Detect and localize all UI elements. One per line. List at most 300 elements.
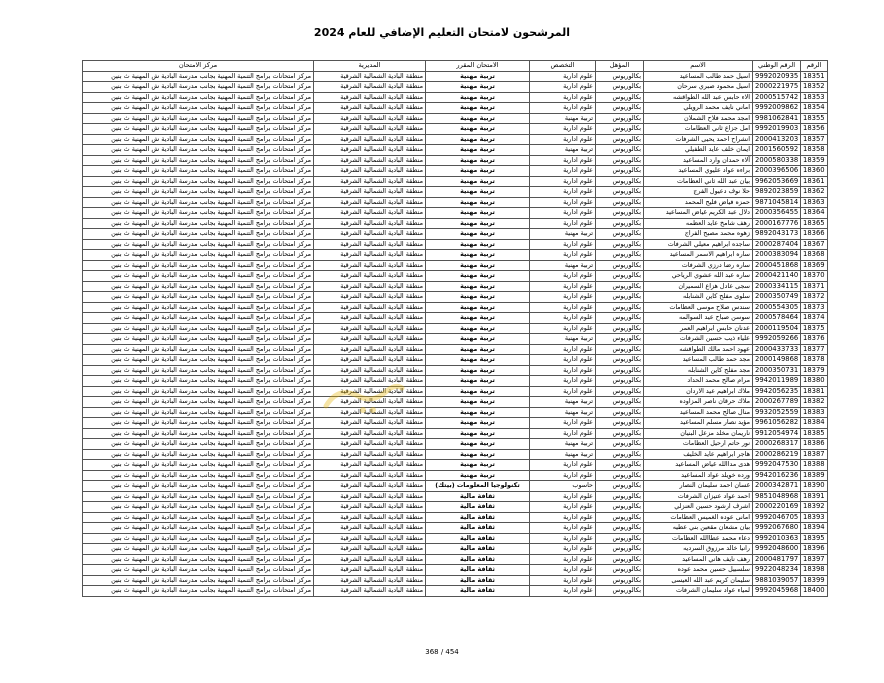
cell-num: 18362	[801, 187, 828, 198]
table-row	[83, 208, 828, 219]
cell-name: مرام صالح محمد الحداد	[644, 376, 753, 387]
cell-name: زهوه محمد مصبح الفراج	[644, 229, 753, 240]
cell-exam: تربية مهنية	[426, 103, 530, 114]
cell-national-id: 9992010363	[753, 533, 801, 544]
cell-exam-center: مركز امتحانات برامج التنمية المهنية بجانب مدرسة البادية ش المهنية ث بنين	[83, 187, 314, 198]
cell-qualification: بكالوريوس	[596, 386, 644, 397]
cell-directorate: منطقة البادية الشمالية الشرقية	[314, 470, 426, 481]
cell-qualification: بكالوريوس	[596, 407, 644, 418]
cell-specialization: علوم ادارية	[530, 71, 596, 82]
cell-qualification: بكالوريوس	[596, 208, 644, 219]
cell-exam-center: مركز امتحانات برامج التنمية المهنية بجانب مدرسة البادية ش المهنية ث بنين	[83, 281, 314, 292]
cell-national-id: 2000268317	[753, 439, 801, 450]
cell-specialization: علوم ادارية	[530, 92, 596, 103]
cell-directorate: منطقة البادية الشمالية الشرقية	[314, 313, 426, 324]
table-row	[83, 428, 828, 439]
cell-specialization: تربية مهنية	[530, 260, 596, 271]
cell-qualification: بكالوريوس	[596, 187, 644, 198]
cell-name: ساجده ابراهيم معيلي الشرفات	[644, 239, 753, 250]
cell-qualification: بكالوريوس	[596, 292, 644, 303]
cell-specialization: تربية مهنية	[530, 113, 596, 124]
cell-num: 18384	[801, 418, 828, 429]
cell-num: 18351	[801, 71, 828, 82]
cell-name: مجد مفلح كاين الشنابله	[644, 365, 753, 376]
cell-directorate: منطقة البادية الشمالية الشرقية	[314, 176, 426, 187]
cell-num: 18374	[801, 313, 828, 324]
cell-exam-center: مركز امتحانات برامج التنمية المهنية بجانب مدرسة البادية ش المهنية ث بنين	[83, 355, 314, 366]
cell-exam-center: مركز امتحانات برامج التنمية المهنية بجانب مدرسة البادية ش المهنية ث بنين	[83, 397, 314, 408]
cell-name: اماني نايف محمد الرويلي	[644, 103, 753, 114]
cell-num: 18396	[801, 544, 828, 555]
cell-national-id: 9912054974	[753, 428, 801, 439]
table-header-row	[83, 61, 828, 72]
cell-qualification: بكالوريوس	[596, 376, 644, 387]
cell-national-id: 9992046705	[753, 512, 801, 523]
cell-exam-center: مركز امتحانات برامج التنمية المهنية بجانب مدرسة البادية ش المهنية ث بنين	[83, 82, 314, 93]
table-row	[83, 218, 828, 229]
cell-num: 18368	[801, 250, 828, 261]
cell-directorate: منطقة البادية الشمالية الشرقية	[314, 418, 426, 429]
cell-exam: تربية مهنية	[426, 397, 530, 408]
cell-num: 18366	[801, 229, 828, 240]
cell-national-id: 2000356455	[753, 208, 801, 219]
cell-qualification: بكالوريوس	[596, 250, 644, 261]
cell-name: غسان احمد سليمان النصار	[644, 481, 753, 492]
cell-national-id: 9961056282	[753, 418, 801, 429]
cell-specialization: علوم ادارية	[530, 155, 596, 166]
cell-name: ورده خويلد عواد المساعيد	[644, 470, 753, 481]
cell-name: رهف نايف هاني المساعيد	[644, 554, 753, 565]
cell-directorate: منطقة البادية الشمالية الشرقية	[314, 187, 426, 198]
table-row	[83, 407, 828, 418]
cell-specialization: علوم ادارية	[530, 208, 596, 219]
cell-directorate: منطقة البادية الشمالية الشرقية	[314, 145, 426, 156]
cell-exam-center: مركز امتحانات برامج التنمية المهنية بجانب مدرسة البادية ش المهنية ث بنين	[83, 334, 314, 345]
cell-directorate: منطقة البادية الشمالية الشرقية	[314, 292, 426, 303]
cell-specialization: علوم ادارية	[530, 355, 596, 366]
cell-num: 18398	[801, 565, 828, 576]
cell-name: اشرف ارشود حسين العنزلي	[644, 502, 753, 513]
table-row	[83, 502, 828, 513]
cell-specialization: علوم ادارية	[530, 313, 596, 324]
cell-specialization: تربية مهنية	[530, 439, 596, 450]
cell-directorate: منطقة البادية الشمالية الشرقية	[314, 271, 426, 282]
cell-directorate: منطقة البادية الشمالية الشرقية	[314, 155, 426, 166]
cell-qualification: بكالوريوس	[596, 523, 644, 534]
cell-qualification: بكالوريوس	[596, 449, 644, 460]
cell-name: حمزه فياض فليح المحمد	[644, 197, 753, 208]
cell-specialization: علوم ادارية	[530, 376, 596, 387]
table-row	[83, 376, 828, 387]
cell-exam: تربية مهنية	[426, 449, 530, 460]
cell-exam-center: مركز امتحانات برامج التنمية المهنية بجانب مدرسة البادية ش المهنية ث بنين	[83, 313, 314, 324]
cell-national-id: 9992047530	[753, 460, 801, 471]
cell-name: سلوى مفلح كاين الشنابله	[644, 292, 753, 303]
cell-specialization: علوم ادارية	[530, 586, 596, 597]
cell-num: 18360	[801, 166, 828, 177]
cell-exam: تربية مهنية	[426, 281, 530, 292]
cell-name: ساره رضا درزي الشرفات	[644, 260, 753, 271]
cell-exam-center: مركز امتحانات برامج التنمية المهنية بجانب مدرسة البادية ش المهنية ث بنين	[83, 113, 314, 124]
cell-exam-center: مركز امتحانات برامج التنمية المهنية بجانب مدرسة البادية ش المهنية ث بنين	[83, 418, 314, 429]
cell-specialization: علوم ادارية	[530, 302, 596, 313]
cell-num: 18367	[801, 239, 828, 250]
table-row	[83, 92, 828, 103]
cell-qualification: بكالوريوس	[596, 344, 644, 355]
cell-exam: ثقافة مالية	[426, 533, 530, 544]
table-row	[83, 145, 828, 156]
cell-qualification: بكالوريوس	[596, 313, 644, 324]
cell-name: دلال عبد الكريم غياض المساعيد	[644, 208, 753, 219]
cell-num: 18359	[801, 155, 828, 166]
cell-specialization: علوم ادارية	[530, 82, 596, 93]
cell-directorate: منطقة البادية الشمالية الشرقية	[314, 218, 426, 229]
cell-num: 18378	[801, 355, 828, 366]
cell-national-id: 2000481797	[753, 554, 801, 565]
cell-num: 18357	[801, 134, 828, 145]
cell-directorate: منطقة البادية الشمالية الشرقية	[314, 407, 426, 418]
cell-exam: ثقافة مالية	[426, 502, 530, 513]
cell-name: رهف شامخ عايد العظمه	[644, 218, 753, 229]
cell-num: 18353	[801, 92, 828, 103]
cell-national-id: 9942056235	[753, 386, 801, 397]
cell-national-id: 2000383094	[753, 250, 801, 261]
cell-exam: تربية مهنية	[426, 176, 530, 187]
cell-specialization: علوم ادارية	[530, 197, 596, 208]
cell-exam: تربية مهنية	[426, 239, 530, 250]
cell-qualification: بكالوريوس	[596, 544, 644, 555]
cell-name: بيان عبد الله ثاني العظامات	[644, 176, 753, 187]
cell-qualification: بكالوريوس	[596, 418, 644, 429]
cell-qualification: بكالوريوس	[596, 355, 644, 366]
table-row	[83, 334, 828, 345]
cell-national-id: 2000350749	[753, 292, 801, 303]
cell-directorate: منطقة البادية الشمالية الشرقية	[314, 586, 426, 597]
cell-num: 18385	[801, 428, 828, 439]
cell-name: ملاك ابراهيم عيد الاردان	[644, 386, 753, 397]
cell-qualification: بكالوريوس	[596, 481, 644, 492]
header-exam-center: مركز الامتحان	[83, 61, 314, 72]
cell-exam: تربية مهنية	[426, 166, 530, 177]
cell-directorate: منطقة البادية الشمالية الشرقية	[314, 365, 426, 376]
cell-exam-center: مركز امتحانات برامج التنمية المهنية بجانب مدرسة البادية ش المهنية ث بنين	[83, 229, 314, 240]
cell-national-id: 9992048600	[753, 544, 801, 555]
cell-num: 18372	[801, 292, 828, 303]
table-row	[83, 229, 828, 240]
cell-exam-center: مركز امتحانات برامج التنمية المهنية بجانب مدرسة البادية ش المهنية ث بنين	[83, 376, 314, 387]
table-row	[83, 523, 828, 534]
cell-exam-center: مركز امتحانات برامج التنمية المهنية بجانب مدرسة البادية ش المهنية ث بنين	[83, 533, 314, 544]
cell-directorate: منطقة البادية الشمالية الشرقية	[314, 491, 426, 502]
table-row	[83, 166, 828, 177]
table-row	[83, 575, 828, 586]
cell-exam-center: مركز امتحانات برامج التنمية المهنية بجانب مدرسة البادية ش المهنية ث بنين	[83, 124, 314, 135]
cell-directorate: منطقة البادية الشمالية الشرقية	[314, 250, 426, 261]
cell-num: 18383	[801, 407, 828, 418]
cell-num: 18393	[801, 512, 828, 523]
cell-exam: تربية مهنية	[426, 82, 530, 93]
cell-directorate: منطقة البادية الشمالية الشرقية	[314, 260, 426, 271]
cell-directorate: منطقة البادية الشمالية الشرقية	[314, 103, 426, 114]
cell-directorate: منطقة البادية الشمالية الشرقية	[314, 281, 426, 292]
cell-specialization: علوم ادارية	[530, 418, 596, 429]
cell-exam-center: مركز امتحانات برامج التنمية المهنية بجانب مدرسة البادية ش المهنية ث بنين	[83, 554, 314, 565]
cell-exam: تربية مهنية	[426, 229, 530, 240]
cell-name: اسيل محمود صبري سرحان	[644, 82, 753, 93]
cell-exam: تربية مهنية	[426, 407, 530, 418]
cell-specialization: علوم ادارية	[530, 533, 596, 544]
cell-qualification: بكالوريوس	[596, 145, 644, 156]
cell-num: 18358	[801, 145, 828, 156]
cell-directorate: منطقة البادية الشمالية الشرقية	[314, 575, 426, 586]
cell-directorate: منطقة البادية الشمالية الشرقية	[314, 554, 426, 565]
table-row	[83, 481, 828, 492]
cell-specialization: علوم ادارية	[530, 491, 596, 502]
cell-specialization: علوم ادارية	[530, 250, 596, 261]
cell-directorate: منطقة البادية الشمالية الشرقية	[314, 239, 426, 250]
cell-exam: تربية مهنية	[426, 208, 530, 219]
cell-num: 18354	[801, 103, 828, 114]
cell-exam-center: مركز امتحانات برامج التنمية المهنية بجانب مدرسة البادية ش المهنية ث بنين	[83, 449, 314, 460]
cell-name: رانيا خالد مرزوق السرديه	[644, 544, 753, 555]
cell-num: 18364	[801, 208, 828, 219]
table-row	[83, 155, 828, 166]
cell-exam: تربية مهنية	[426, 344, 530, 355]
table-row	[83, 103, 828, 114]
cell-national-id: 9992045968	[753, 586, 801, 597]
cell-exam-center: مركز امتحانات برامج التنمية المهنية بجانب مدرسة البادية ش المهنية ث بنين	[83, 166, 314, 177]
cell-exam-center: مركز امتحانات برامج التنمية المهنية بجانب مدرسة البادية ش المهنية ث بنين	[83, 470, 314, 481]
cell-exam-center: مركز امتحانات برامج التنمية المهنية بجانب مدرسة البادية ش المهنية ث بنين	[83, 260, 314, 271]
cell-directorate: منطقة البادية الشمالية الشرقية	[314, 323, 426, 334]
cell-exam: ثقافة مالية	[426, 575, 530, 586]
cell-specialization: تربية مهنية	[530, 397, 596, 408]
cell-national-id: 2000451868	[753, 260, 801, 271]
cell-name: الاء حابس عبد الله الطواقشه	[644, 92, 753, 103]
cell-qualification: بكالوريوس	[596, 323, 644, 334]
table-row	[83, 586, 828, 597]
cell-exam: ثقافة مالية	[426, 554, 530, 565]
cell-directorate: منطقة البادية الشمالية الشرقية	[314, 449, 426, 460]
cell-national-id: 2000167776	[753, 218, 801, 229]
cell-exam: تربية مهنية	[426, 124, 530, 135]
cell-name: ملاك حرقان ناصر المزاوده	[644, 397, 753, 408]
cell-exam: تربية مهنية	[426, 355, 530, 366]
cell-qualification: بكالوريوس	[596, 134, 644, 145]
table-row	[83, 544, 828, 555]
cell-exam-center: مركز امتحانات برامج التنمية المهنية بجانب مدرسة البادية ش المهنية ث بنين	[83, 481, 314, 492]
cell-num: 18371	[801, 281, 828, 292]
cell-exam: تربية مهنية	[426, 334, 530, 345]
cell-national-id: 2000334115	[753, 281, 801, 292]
cell-national-id: 9992067680	[753, 523, 801, 534]
cell-national-id: 9942016236	[753, 470, 801, 481]
cell-specialization: علوم ادارية	[530, 187, 596, 198]
cell-directorate: منطقة البادية الشمالية الشرقية	[314, 386, 426, 397]
cell-num: 18352	[801, 82, 828, 93]
cell-national-id: 9992020935	[753, 71, 801, 82]
cell-directorate: منطقة البادية الشمالية الشرقية	[314, 544, 426, 555]
cell-qualification: بكالوريوس	[596, 334, 644, 345]
cell-national-id: 9992019903	[753, 124, 801, 135]
table-row	[83, 250, 828, 261]
cell-exam-center: مركز امتحانات برامج التنمية المهنية بجانب مدرسة البادية ش المهنية ث بنين	[83, 134, 314, 145]
cell-num: 18365	[801, 218, 828, 229]
cell-national-id: 2000287404	[753, 239, 801, 250]
cell-name: مجد حمد طالب المساعيد	[644, 355, 753, 366]
cell-specialization: علوم ادارية	[530, 239, 596, 250]
cell-directorate: منطقة البادية الشمالية الشرقية	[314, 502, 426, 513]
cell-exam: تربية مهنية	[426, 271, 530, 282]
cell-qualification: بكالوريوس	[596, 155, 644, 166]
cell-exam-center: مركز امتحانات برامج التنمية المهنية بجانب مدرسة البادية ش المهنية ث بنين	[83, 544, 314, 555]
table-row	[83, 460, 828, 471]
cell-name: ايمان خلف عايد الطفيلي	[644, 145, 753, 156]
cell-exam-center: مركز امتحانات برامج التنمية المهنية بجانب مدرسة البادية ش المهنية ث بنين	[83, 302, 314, 313]
cell-exam-center: مركز امتحانات برامج التنمية المهنية بجانب مدرسة البادية ش المهنية ث بنين	[83, 292, 314, 303]
cell-directorate: منطقة البادية الشمالية الشرقية	[314, 397, 426, 408]
table-row	[83, 554, 828, 565]
cell-national-id: 9881039057	[753, 575, 801, 586]
table-row	[83, 512, 828, 523]
table-row	[83, 82, 828, 93]
cell-exam: تربية مهنية	[426, 418, 530, 429]
cell-specialization: تربية مهنية	[530, 229, 596, 240]
cell-directorate: منطقة البادية الشمالية الشرقية	[314, 197, 426, 208]
cell-national-id: 9992059266	[753, 334, 801, 345]
cell-name: منال صالح محمد المساعيد	[644, 407, 753, 418]
cell-num: 18356	[801, 124, 828, 135]
cell-national-id: 2000350731	[753, 365, 801, 376]
cell-qualification: بكالوريوس	[596, 176, 644, 187]
cell-exam: تربية مهنية	[426, 460, 530, 471]
cell-exam-center: مركز امتحانات برامج التنمية المهنية بجانب مدرسة البادية ش المهنية ث بنين	[83, 565, 314, 576]
cell-name: سلسبيل حسين محمد عوده	[644, 565, 753, 576]
cell-specialization: تربية مهنية	[530, 449, 596, 460]
cell-exam: تربية مهنية	[426, 292, 530, 303]
cell-exam: تربية مهنية	[426, 376, 530, 387]
cell-national-id: 9892043173	[753, 229, 801, 240]
cell-name: علياء ذيب حسين الشرفات	[644, 334, 753, 345]
cell-name: امجد محمد فلاح الشملان	[644, 113, 753, 124]
cell-specialization: علوم ادارية	[530, 292, 596, 303]
header-exam: الامتحان المقرر	[426, 61, 530, 72]
cell-specialization: علوم ادارية	[530, 470, 596, 481]
cell-name: امل جزاع ثاني العظامات	[644, 124, 753, 135]
cell-national-id: 2000515742	[753, 92, 801, 103]
cell-num: 18380	[801, 376, 828, 387]
cell-specialization: علوم ادارية	[530, 523, 596, 534]
cell-directorate: منطقة البادية الشمالية الشرقية	[314, 334, 426, 345]
cell-name: عهود احمد مالك الطواقشه	[644, 344, 753, 355]
cell-national-id: 2001560592	[753, 145, 801, 156]
cell-specialization: علوم ادارية	[530, 565, 596, 576]
cell-exam-center: مركز امتحانات برامج التنمية المهنية بجانب مدرسة البادية ش المهنية ث بنين	[83, 502, 314, 513]
cell-directorate: منطقة البادية الشمالية الشرقية	[314, 460, 426, 471]
cell-directorate: منطقة البادية الشمالية الشرقية	[314, 208, 426, 219]
cell-num: 18369	[801, 260, 828, 271]
cell-num: 18363	[801, 197, 828, 208]
cell-qualification: بكالوريوس	[596, 260, 644, 271]
cell-num: 18388	[801, 460, 828, 471]
cell-qualification: بكالوريوس	[596, 460, 644, 471]
table-row	[83, 449, 828, 460]
cell-exam: ثقافة مالية	[426, 586, 530, 597]
cell-num: 18387	[801, 449, 828, 460]
cell-national-id: 2000342871	[753, 481, 801, 492]
cell-national-id: 9962053669	[753, 176, 801, 187]
cell-exam-center: مركز امتحانات برامج التنمية المهنية بجانب مدرسة البادية ش المهنية ث بنين	[83, 460, 314, 471]
cell-num: 18394	[801, 523, 828, 534]
cell-specialization: علوم ادارية	[530, 428, 596, 439]
cell-exam: تربية مهنية	[426, 218, 530, 229]
cell-exam: تربية مهنية	[426, 92, 530, 103]
cell-num: 18355	[801, 113, 828, 124]
cell-qualification: بكالوريوس	[596, 512, 644, 523]
cell-specialization: علوم ادارية	[530, 344, 596, 355]
cell-specialization: علوم ادارية	[530, 554, 596, 565]
cell-name: سوسن صباح عيد السوالمه	[644, 313, 753, 324]
cell-name: نور حاتم ارحيل العظامات	[644, 439, 753, 450]
header-qualification: المؤهل	[596, 61, 644, 72]
cell-national-id: 2000396506	[753, 166, 801, 177]
table-row	[83, 302, 828, 313]
table-row	[83, 187, 828, 198]
cell-exam-center: مركز امتحانات برامج التنمية المهنية بجانب مدرسة البادية ش المهنية ث بنين	[83, 575, 314, 586]
cell-exam-center: مركز امتحانات برامج التنمية المهنية بجانب مدرسة البادية ش المهنية ث بنين	[83, 386, 314, 397]
cell-national-id: 2000220169	[753, 502, 801, 513]
cell-national-id: 2000286219	[753, 449, 801, 460]
cell-name: هاجر ابراهيم عايد الخليف	[644, 449, 753, 460]
cell-directorate: منطقة البادية الشمالية الشرقية	[314, 428, 426, 439]
table-row	[83, 565, 828, 576]
table-row	[83, 313, 828, 324]
cell-num: 18391	[801, 491, 828, 502]
cell-national-id: 9871045814	[753, 197, 801, 208]
cell-name: سليمان كريم عبد الله العيسى	[644, 575, 753, 586]
cell-qualification: بكالوريوس	[596, 302, 644, 313]
cell-directorate: منطقة البادية الشمالية الشرقية	[314, 229, 426, 240]
cell-directorate: منطقة البادية الشمالية الشرقية	[314, 512, 426, 523]
cell-qualification: بكالوريوس	[596, 533, 644, 544]
table-row	[83, 124, 828, 135]
page-title: المرشحون لامتحان التعليم الإضافي للعام 2024	[313, 26, 571, 39]
cell-qualification: بكالوريوس	[596, 124, 644, 135]
cell-name: هدى مداالله غياض المساعيد	[644, 460, 753, 471]
cell-exam-center: مركز امتحانات برامج التنمية المهنية بجانب مدرسة البادية ش المهنية ث بنين	[83, 428, 314, 439]
cell-specialization: حاسوب	[530, 481, 596, 492]
cell-exam: تربية مهنية	[426, 155, 530, 166]
cell-national-id: 2000413203	[753, 134, 801, 145]
cell-qualification: بكالوريوس	[596, 397, 644, 408]
cell-exam: تربية مهنية	[426, 365, 530, 376]
cell-specialization: علوم ادارية	[530, 575, 596, 586]
cell-specialization: علوم ادارية	[530, 544, 596, 555]
cell-exam-center: مركز امتحانات برامج التنمية المهنية بجانب مدرسة البادية ش المهنية ث بنين	[83, 208, 314, 219]
cell-num: 18395	[801, 533, 828, 544]
cell-num: 18376	[801, 334, 828, 345]
table-row	[83, 134, 828, 145]
cell-name: احمد عواد عتيزان الشرفات	[644, 491, 753, 502]
cell-exam: تربية مهنية	[426, 260, 530, 271]
cell-national-id: 2000221975	[753, 82, 801, 93]
cell-directorate: منطقة البادية الشمالية الشرقية	[314, 124, 426, 135]
cell-exam: تربية مهنية	[426, 197, 530, 208]
table-row	[83, 355, 828, 366]
cell-exam: ثقافة مالية	[426, 491, 530, 502]
cell-specialization: تربية مهنية	[530, 334, 596, 345]
cell-num: 18389	[801, 470, 828, 481]
